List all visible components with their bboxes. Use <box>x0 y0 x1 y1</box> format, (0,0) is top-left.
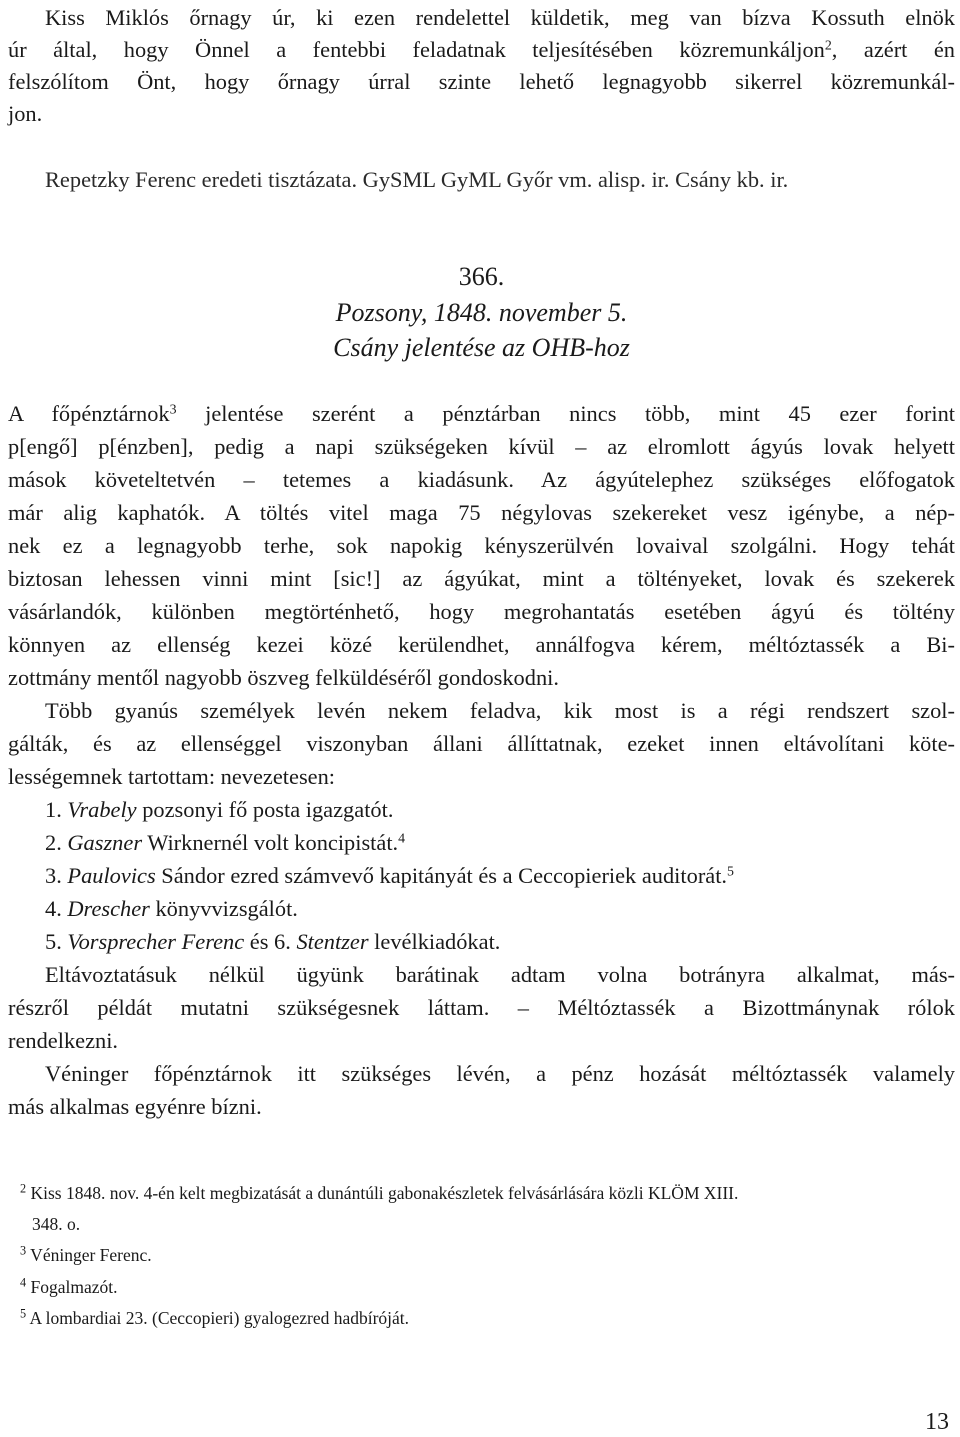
footnote-text: Véninger Ferenc. <box>26 1245 152 1265</box>
body-line <box>8 431 955 463</box>
title-text: Csány jelentése az OHB-hoz <box>333 333 630 362</box>
footnote-number: 4 <box>20 1275 27 1290</box>
intro-line-2 <box>8 34 955 66</box>
body-text: gálták, és az ellenséggel viszonyban állani állíttatnak, ezeket innen eltávolítani köte- <box>8 731 955 756</box>
body-text: jelentése szerént a pénztárban nincs több, mint 45 ezer forint <box>176 401 955 426</box>
list-number: 3. <box>45 863 68 888</box>
person-name: Vrabely <box>67 797 137 822</box>
body-line <box>8 398 955 430</box>
document-number-text: 366. <box>458 262 505 291</box>
list-number: 1. <box>45 797 68 822</box>
list-text: és 6. <box>244 929 297 954</box>
list-text: pozsonyi fő posta igazgatót. <box>136 797 394 822</box>
body-text: p[engő] p[énzben], pedig a napi szükségeken kívül – az elromlott ágyús lovak helyett <box>8 434 955 459</box>
list-number: 5. <box>45 929 68 954</box>
body-line <box>8 530 955 562</box>
body-line <box>8 596 955 628</box>
body-line <box>8 761 955 793</box>
footnote-number: 2 <box>20 1181 27 1196</box>
body-text: rendelkezni. <box>8 1028 119 1053</box>
person-name: Paulovics <box>67 863 156 888</box>
body-line <box>8 959 955 991</box>
body-line <box>8 1058 955 1090</box>
list-text: könyvvizsgálót. <box>149 896 298 921</box>
person-name: Stentzer <box>296 929 369 954</box>
footnote-ref: 4 <box>398 831 406 847</box>
intro-line-4 <box>8 98 955 130</box>
footnote-number: 3 <box>20 1243 27 1258</box>
page-number: 13 <box>925 1409 949 1435</box>
list-text: levélkiadókat. <box>368 929 501 954</box>
body-text: már alig kaphatók. A töltés vitel maga 75 négylovas szekereket vesz igénybe, a nép- <box>8 500 955 525</box>
footnote-text: 348. o. <box>32 1214 81 1234</box>
list-text: Sándor ezred számvevő kapitányát és a Ceccopieriek auditorát. <box>155 863 728 888</box>
footnote-2 <box>20 1178 738 1208</box>
person-name: Drescher <box>67 896 150 921</box>
list-text: Wirknernél volt koncipistát. <box>142 830 399 855</box>
intro-text: Kiss Miklós őrnagy úr, ki ezen rendelettel küldetik, meg van bízva Kossuth elnök <box>45 5 955 30</box>
body-text: zottmány mentől nagyobb öszveg felküldéséről gondoskodni. <box>8 665 559 690</box>
body-line <box>8 1091 955 1123</box>
body-text: részről példát mutatni szükségesnek láttam. – Méltóztassék a Bizottmánynak rólok <box>8 995 955 1020</box>
body-text: mások követeltetvén – tetemes a kiadásunk. Az ágyútelephez szükséges előfogatok <box>8 467 955 492</box>
body-text: nek ez a legnagyobb terhe, sok napokig kényszerülvén lovaival szolgálni. Hogy tehát <box>8 533 955 558</box>
body-text: Több gyanús személyek levén nekem feladva, kik most is a régi rendszert szol- <box>45 698 955 723</box>
footnote-ref: 3 <box>169 402 177 418</box>
body-line <box>8 629 955 661</box>
footnote-number: 5 <box>20 1306 27 1321</box>
body-text: vásárlandók, különben megtörténhető, hogy megrohantatás esetében ágyú és töltény <box>8 599 955 624</box>
footnote-3 <box>20 1240 152 1270</box>
person-name: Gaszner <box>67 830 143 855</box>
document-title <box>8 332 955 364</box>
intro-text: úr által, hogy Önnel a fentebbi feladatnak teljesítésében közremunkáljon <box>8 37 825 62</box>
list-item <box>8 860 955 892</box>
footnote-2-cont <box>32 1209 80 1239</box>
body-line <box>8 1025 955 1057</box>
person-name: Vorsprecher Ferenc <box>67 929 245 954</box>
footnote-5 <box>20 1303 409 1333</box>
body-line <box>8 695 955 727</box>
footnote-text: Fogalmazót. <box>26 1277 118 1297</box>
footnote-text: A lombardiai 23. (Ceccopieri) gyalogezred hadbíróját. <box>26 1308 410 1328</box>
list-item <box>8 893 955 925</box>
body-text: A főpénztárnok <box>8 401 170 426</box>
body-line <box>8 497 955 529</box>
footnote-text: Kiss 1848. nov. 4-én kelt megbizatását a dunántúli gabonakészletek felvásárlására közli KLÖM XIII. <box>26 1183 739 1203</box>
body-text: biztosan lehessen vinni mint [sic!] az ágyúkat, mint a töltényeket, lovak és szekerek <box>8 566 955 591</box>
footnote-ref: 2 <box>824 38 832 54</box>
body-line <box>8 464 955 496</box>
document-place-date <box>8 297 955 329</box>
document-page <box>8 0 955 1437</box>
intro-line-1 <box>8 2 955 34</box>
list-item <box>8 926 955 958</box>
source-note <box>8 164 955 196</box>
document-number <box>8 261 955 293</box>
intro-text: felszólítom Önt, hogy őrnagy úrral szinte lehető legnagyobb sikerrel közremunkál- <box>8 69 955 94</box>
list-item <box>8 794 955 826</box>
body-text: könnyen az ellenség kezei közé kerülendhet, annálfogva kérem, méltóztassék a Bi- <box>8 632 955 657</box>
body-line <box>8 662 955 694</box>
footnote-ref: 5 <box>727 864 734 880</box>
body-line <box>8 563 955 595</box>
footnote-4 <box>20 1272 118 1302</box>
list-number: 2. <box>45 830 68 855</box>
place-date-text: Pozsony, 1848. november 5. <box>335 298 628 327</box>
body-text: Véninger főpénztárnok itt szükséges lévén, a pénz hozását méltóztassék valamely <box>45 1061 955 1086</box>
source-note-text: Repetzky Ferenc eredeti tisztázata. GySML GyML Győr vm. alisp. ir. Csány kb. ir. <box>45 167 789 192</box>
list-number: 4. <box>45 896 68 921</box>
body-line <box>8 992 955 1024</box>
body-text: lességemnek tartottam: nevezetesen: <box>8 764 336 789</box>
body-line <box>8 728 955 760</box>
body-text: Eltávoztatásuk nélkül ügyünk barátinak adtam volna botrányra alkalmat, más- <box>45 962 955 987</box>
body-text: más alkalmas egyénre bízni. <box>8 1094 262 1119</box>
intro-text: jon. <box>8 101 43 126</box>
list-item <box>8 827 955 859</box>
intro-line-3 <box>8 66 955 98</box>
intro-text: , azért én <box>831 37 955 62</box>
